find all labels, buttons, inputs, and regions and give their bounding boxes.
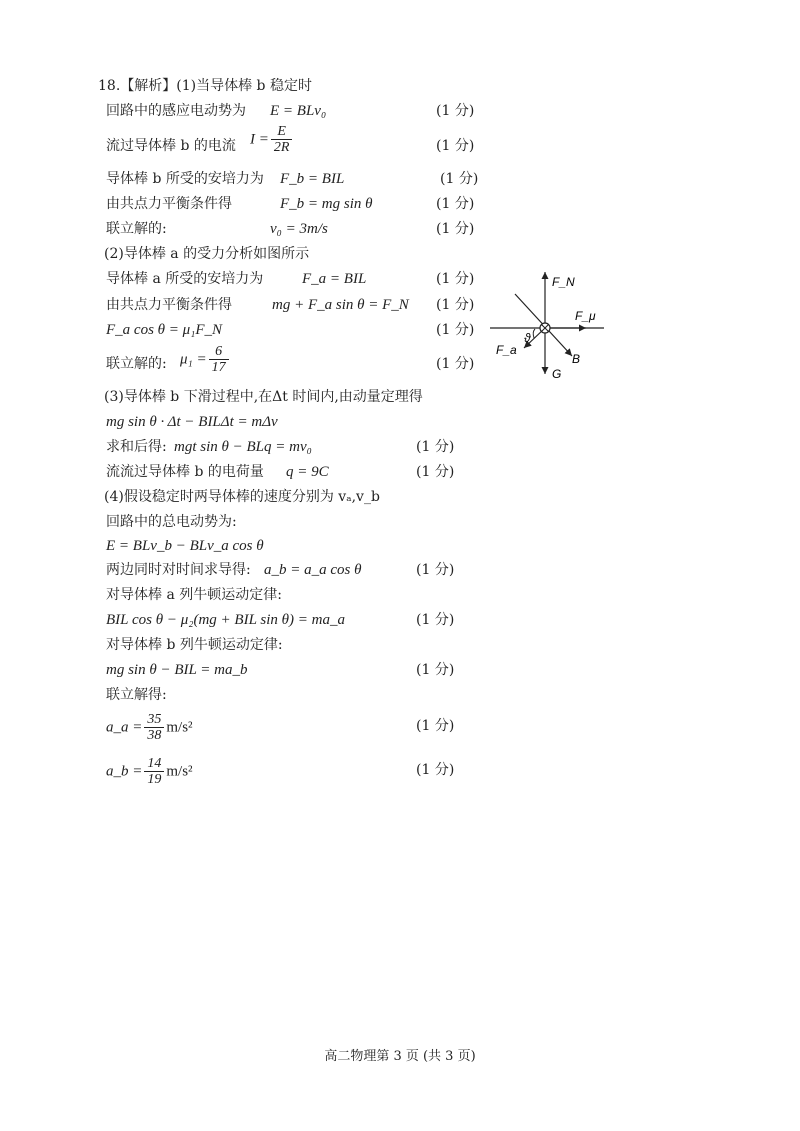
line-19: 对导体棒 a 列牛顿运动定律:	[106, 587, 282, 603]
line-20: BIL cos θ − μ₂(mg + BIL sin θ) = ma_a	[106, 612, 345, 628]
line-24: a_a = $\frac{35}{38}$ m/s²	[106, 712, 193, 743]
line-23: 联立解得:	[106, 687, 167, 703]
formula-10: μ₁ = $\frac{6}{17}$	[180, 344, 231, 375]
line-14: 流流过导体棒 b 的电荷量 q = 9C	[106, 464, 329, 480]
line-10: 联立解的:	[106, 356, 167, 372]
line-22: mg sin θ − BIL = ma_b	[106, 662, 248, 678]
line-3: 导体棒 b 所受的安培力为 F_b = BIL	[106, 171, 345, 187]
score-24: (1 分)	[416, 718, 455, 734]
score-4: (1 分)	[436, 196, 475, 212]
score-9: (1 分)	[436, 322, 475, 338]
line-25: a_b = $\frac{14}{19}$ m/s²	[106, 756, 193, 787]
score-5: (1 分)	[436, 221, 475, 237]
line-5: 联立解的: v₀ = 3m/s	[106, 221, 328, 237]
label-g: G	[552, 367, 562, 381]
line-1: 回路中的感应电动势为 E = BLv₀	[106, 103, 327, 119]
line-6: (2)导体棒 a 的受力分析如图所示	[104, 246, 310, 262]
page-footer: 高二物理第 3 页 (共 3 页)	[324, 1049, 476, 1064]
angle-arc	[533, 329, 535, 338]
score-1: (1 分)	[436, 103, 475, 119]
line-2: 流过导体棒 b 的电流	[106, 138, 236, 154]
line-13: 求和后得: mgt sin θ − BLq = mv₀	[106, 439, 312, 455]
label-fa: F_a	[496, 343, 517, 357]
line-7: 导体棒 a 所受的安培力为 F_a = BIL	[106, 271, 367, 287]
line-17: E = BLv_b − BLv_a cos θ	[106, 538, 264, 554]
score-2: (1 分)	[436, 138, 475, 154]
score-18: (1 分)	[416, 562, 455, 578]
label-b: B	[572, 352, 581, 366]
line-12: mg sin θ · Δt − BILΔt = mΔv	[106, 414, 278, 430]
line-8: 由共点力平衡条件得 mg + F_a sin θ = F_N	[106, 297, 409, 313]
line-18: 两边同时对时间求导得: a_b = a_a cos θ	[106, 562, 362, 578]
score-10: (1 分)	[436, 356, 475, 372]
line-21: 对导体棒 b 列牛顿运动定律:	[106, 637, 283, 653]
score-7: (1 分)	[436, 271, 475, 287]
score-8: (1 分)	[436, 297, 475, 313]
score-3: (1 分)	[440, 171, 479, 187]
label-theta: ϑ	[524, 331, 531, 345]
score-25: (1 分)	[416, 762, 455, 778]
line-16: 回路中的总电动势为:	[106, 514, 237, 530]
score-22: (1 分)	[416, 662, 455, 678]
score-13: (1 分)	[416, 439, 455, 455]
force-diagram	[480, 262, 620, 387]
formula-2: I = $\frac{E}{2R}$	[250, 124, 294, 155]
line-15: (4)假设稳定时两导体棒的速度分别为 vₐ,v_b	[104, 489, 380, 505]
line-4: 由共点力平衡条件得 F_b = mg sin θ	[106, 196, 373, 212]
line-9: F_a cos θ = μ₁F_N	[106, 322, 223, 338]
score-14: (1 分)	[416, 464, 455, 480]
label-fmu: F_μ	[575, 309, 596, 323]
line-0: 18.【解析】(1)当导体棒 b 稳定时	[98, 78, 312, 94]
line-11: (3)导体棒 b 下滑过程中,在Δt 时间内,由动量定理得	[104, 389, 423, 405]
label-fn: F_N	[552, 275, 575, 289]
score-20: (1 分)	[416, 612, 455, 628]
